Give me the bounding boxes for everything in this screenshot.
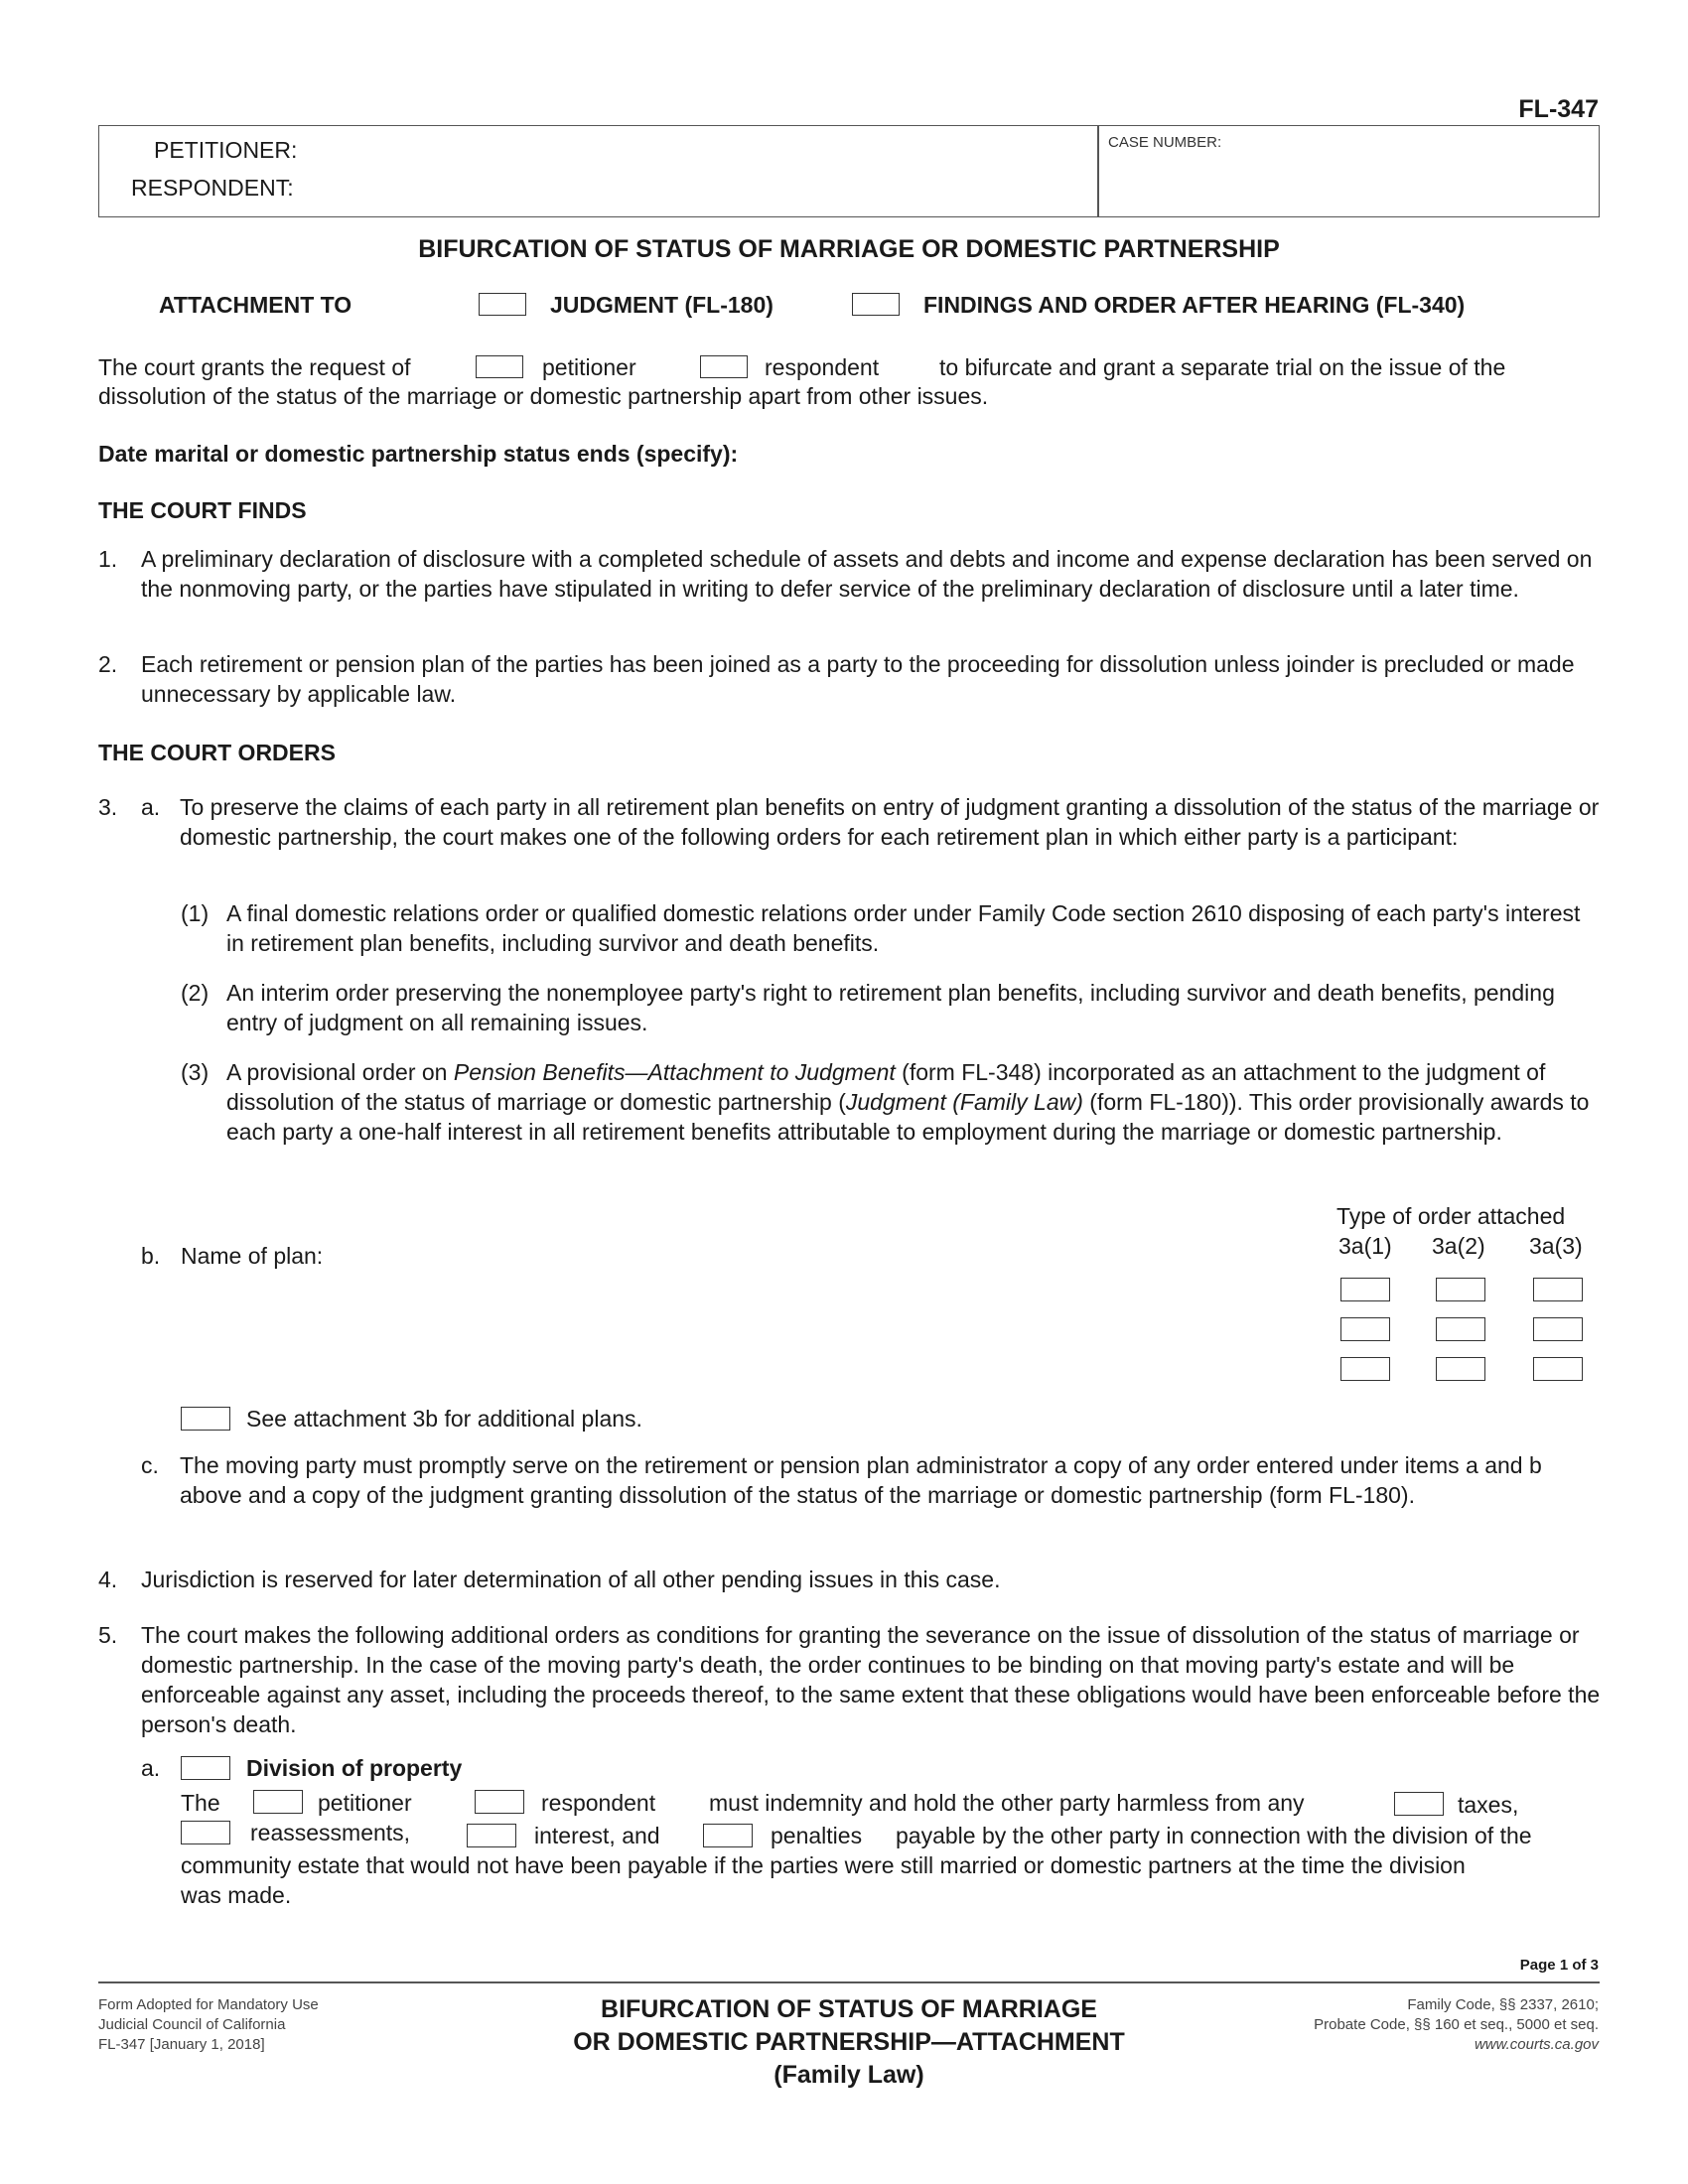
indemnity-respondent-label: respondent xyxy=(541,1790,656,1816)
footer-left-1: Form Adopted for Mandatory Use xyxy=(98,1996,319,2013)
item-3b-label: b. xyxy=(141,1243,161,1269)
item-5a-line3: community estate that would not have been payable if the parties were still married or domestic partners at the time the division xyxy=(181,1852,1466,1878)
item-3a3-italic-2: Judgment (Family Law) xyxy=(845,1089,1083,1115)
indemnity-petitioner-checkbox[interactable] xyxy=(253,1790,303,1814)
interest-checkbox[interactable] xyxy=(467,1824,516,1847)
item-3a3-pre: A provisional order on xyxy=(226,1059,454,1085)
footer-title-2: OR DOMESTIC PARTNERSHIP—ATTACHMENT xyxy=(573,2028,1125,2056)
taxes-label: taxes, xyxy=(1458,1792,1519,1818)
judgment-option-label: JUDGMENT (FL-180) xyxy=(550,292,774,318)
see-attachment-checkbox[interactable] xyxy=(181,1407,230,1431)
judgment-checkbox[interactable] xyxy=(479,293,526,316)
reassessments-label: reassessments, xyxy=(250,1820,411,1845)
col-3a2-header: 3a(2) xyxy=(1432,1233,1485,1259)
grant-petitioner-checkbox[interactable] xyxy=(476,355,523,378)
col-3a3-header: 3a(3) xyxy=(1529,1233,1583,1259)
payable-text: payable by the other party in connection with the division of the xyxy=(896,1823,1532,1848)
form-title: BIFURCATION OF STATUS OF MARRIAGE OR DOMESTIC PARTNERSHIP xyxy=(418,235,1280,263)
division-of-property-checkbox[interactable] xyxy=(181,1756,230,1780)
footer-left-3: FL-347 [January 1, 2018] xyxy=(98,2036,265,2053)
plan-1-3a1-checkbox[interactable] xyxy=(1340,1278,1390,1301)
court-orders-heading: THE COURT ORDERS xyxy=(98,740,336,765)
form-number: FL-347 xyxy=(1518,95,1599,123)
attachment-label: ATTACHMENT TO xyxy=(159,292,352,318)
footer-website-link[interactable]: www.courts.ca.gov xyxy=(1474,2036,1599,2053)
findings-option-label: FINDINGS AND ORDER AFTER HEARING (FL-340) xyxy=(923,292,1466,318)
court-finds-heading: THE COURT FINDS xyxy=(98,497,307,523)
plan-2-3a2-checkbox[interactable] xyxy=(1436,1317,1485,1341)
indemnity-petitioner-label: petitioner xyxy=(318,1790,412,1816)
item-3a3-italic-1: Pension Benefits—Attachment to Judgment xyxy=(453,1059,896,1085)
item-5-text: The court makes the following additional orders as conditions for granting the severance on the issue of dissolution of the status of marriage or domestic partnership. In the case of the moving party's death, the order continues to be binding on that moving party's estate and will be enforceable against any asset, including the proceeds thereof, to the same extent that these obligations would have been enforceable before the person's death. xyxy=(141,1622,1601,1737)
item-5a-label: a. xyxy=(141,1755,161,1781)
plan-3-3a3-checkbox[interactable] xyxy=(1533,1357,1583,1381)
petitioner-label: PETITIONER: xyxy=(154,137,298,163)
plan-1-3a2-checkbox[interactable] xyxy=(1436,1278,1485,1301)
item-4-text: Jurisdiction is reserved for later determination of all other pending issues in this case. xyxy=(141,1567,1001,1592)
item-3a3-mid: (form FL-348) incorporated as an attachment to the judgment of dissolution of the status of marriage or domestic partnership ( xyxy=(226,1059,1546,1115)
footer-left-2: Judicial Council of California xyxy=(98,2016,286,2033)
grant-line2: dissolution of the status of the marriage or domestic partnership apart from other issues. xyxy=(98,383,989,409)
date-status-ends-label: Date marital or domestic partnership status ends (specify): xyxy=(98,441,739,467)
penalties-label: penalties xyxy=(771,1823,863,1848)
footer-rule xyxy=(98,1981,1600,1983)
item-3a1-text: A final domestic relations order or qualified domestic relations order under Family Code section 2610 disposing of each party's interest in retirement plan benefits, including survivor and death benefits. xyxy=(226,900,1581,956)
finding-1-number: 1. xyxy=(98,546,118,572)
plan-3-3a1-checkbox[interactable] xyxy=(1340,1357,1390,1381)
grant-petitioner-label: petitioner xyxy=(542,354,636,380)
footer-title-1: BIFURCATION OF STATUS OF MARRIAGE xyxy=(601,1995,1097,2023)
item-3a-text: To preserve the claims of each party in all retirement plan benefits on entry of judgment granting a dissolution of the status of the marriage or domestic partnership, the court makes one of the following orders for each retirement plan in which either party is a participant: xyxy=(180,794,1600,850)
interest-label: interest, and xyxy=(534,1823,660,1848)
item-5a-line4: was made. xyxy=(181,1882,292,1908)
footer-right-1: Family Code, §§ 2337, 2610; xyxy=(1407,1996,1599,2013)
grant-respondent-checkbox[interactable] xyxy=(700,355,748,378)
item-3c-label: c. xyxy=(141,1452,159,1478)
date-status-ends-field[interactable] xyxy=(804,437,1589,469)
grant-lead: The court grants the request of xyxy=(98,354,411,380)
reassessments-checkbox[interactable] xyxy=(181,1821,230,1844)
item-3a3-number: (3) xyxy=(181,1059,210,1085)
item-3a3-post: (form FL-180)). This order provisionally awards to each party a one-half interest in all retirement benefits attributable to employment during the marriage or domestic partnership. xyxy=(226,1089,1590,1145)
indemnity-respondent-checkbox[interactable] xyxy=(475,1790,524,1814)
page-number: Page 1 of 3 xyxy=(1519,1957,1599,1974)
finding-1-text: A preliminary declaration of disclosure with a completed schedule of assets and debts and income and expense declaration has been served on the nonmoving party, or the parties have stipulated in writing to defer service of the preliminary declaration of disclosure until a later time. xyxy=(141,546,1593,602)
grant-respondent-label: respondent xyxy=(765,354,880,380)
item-3a2-text: An interim order preserving the nonemployee party's right to retirement plan benefits, including survivor and death benefits, pending entry of judgment on all remaining issues. xyxy=(226,980,1555,1035)
grant-tail: to bifurcate and grant a separate trial on the issue of the xyxy=(939,354,1506,380)
item-3a1-number: (1) xyxy=(181,900,210,926)
finding-2-text: Each retirement or pension plan of the parties has been joined as a party to the proceeding for dissolution unless joinder is precluded or made unnecessary by applicable law. xyxy=(141,651,1575,707)
respondent-label: RESPONDENT: xyxy=(131,175,294,201)
indemnity-must-text: must indemnity and hold the other party harmless from any xyxy=(709,1790,1305,1816)
plan-1-3a3-checkbox[interactable] xyxy=(1533,1278,1583,1301)
division-of-property-heading: Division of property xyxy=(246,1755,463,1781)
item-3-number: 3. xyxy=(98,794,118,820)
item-3c-text: The moving party must promptly serve on the retirement or pension plan administrator a copy of any order entered under items a and b above and a copy of the judgment granting dissolution of the status of the marriage or domestic partnership (form FL-180). xyxy=(180,1452,1542,1508)
plan-3-3a2-checkbox[interactable] xyxy=(1436,1357,1485,1381)
findings-checkbox[interactable] xyxy=(852,293,900,316)
item-3a3-text xyxy=(226,1057,1602,1147)
penalties-checkbox[interactable] xyxy=(703,1824,753,1847)
col-3a1-header: 3a(1) xyxy=(1338,1233,1392,1259)
plan-2-3a3-checkbox[interactable] xyxy=(1533,1317,1583,1341)
item-3a2-number: (2) xyxy=(181,980,210,1006)
case-number-label: CASE NUMBER: xyxy=(1108,134,1222,151)
item-5a-the: The xyxy=(181,1790,220,1816)
case-number-field[interactable] xyxy=(1102,155,1594,212)
see-attachment-label: See attachment 3b for additional plans. xyxy=(246,1406,642,1432)
caption-divider xyxy=(1097,125,1099,217)
plan-name-field[interactable] xyxy=(357,1261,1291,1385)
taxes-checkbox[interactable] xyxy=(1394,1792,1444,1816)
footer-right-2: Probate Code, §§ 160 et seq., 5000 et seq. xyxy=(1314,2016,1599,2033)
finding-2-number: 2. xyxy=(98,651,118,677)
item-3a-label: a. xyxy=(141,794,161,820)
footer-title-3: (Family Law) xyxy=(774,2061,924,2089)
item-5-number: 5. xyxy=(98,1622,118,1648)
type-of-order-header: Type of order attached xyxy=(1336,1203,1566,1229)
petitioner-field[interactable] xyxy=(318,133,1082,167)
item-4-number: 4. xyxy=(98,1567,118,1592)
item-3b-text: Name of plan: xyxy=(181,1243,324,1269)
plan-2-3a1-checkbox[interactable] xyxy=(1340,1317,1390,1341)
